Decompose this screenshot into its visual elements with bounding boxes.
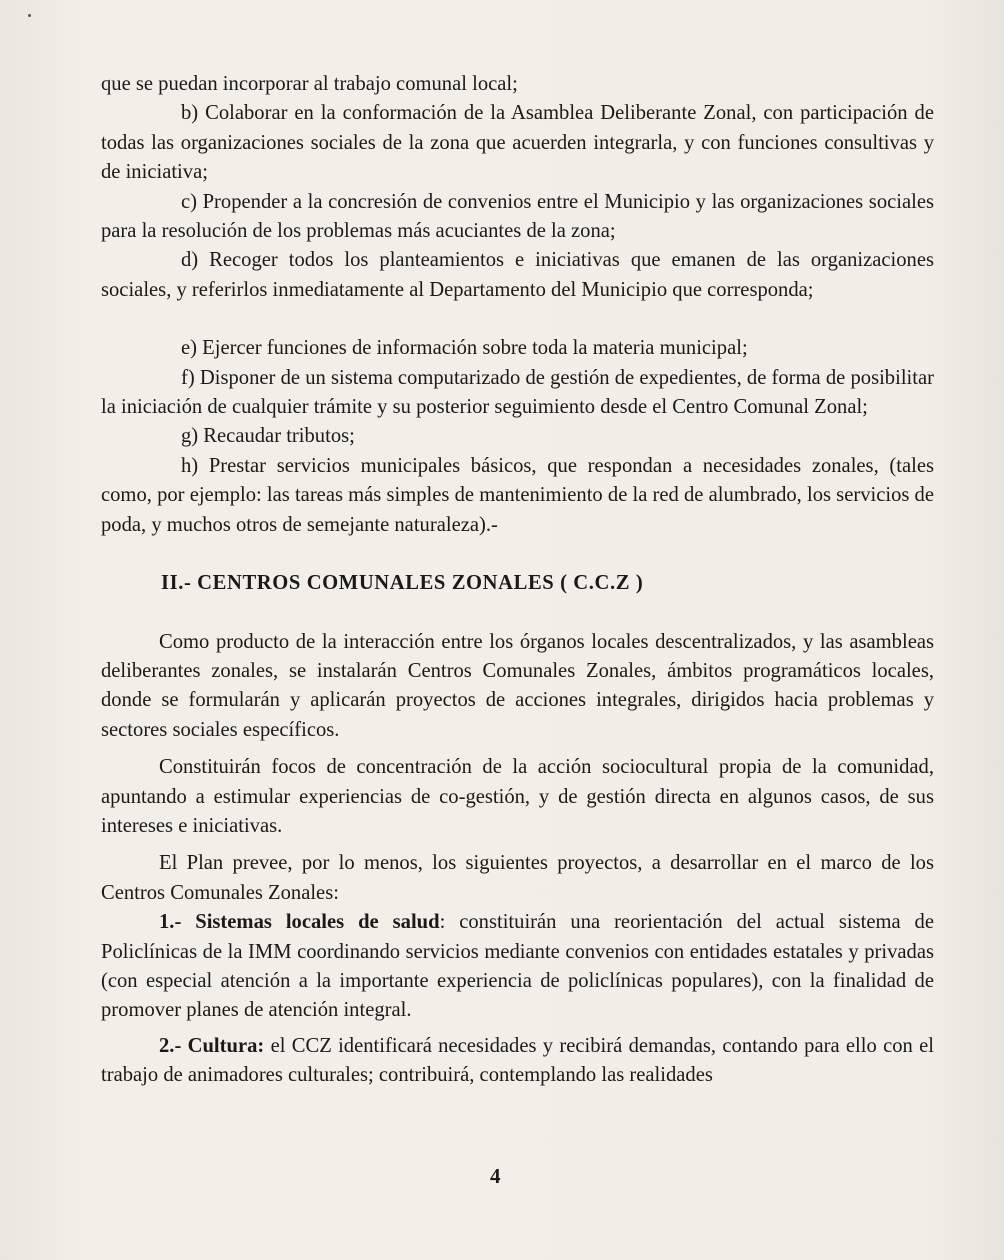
project-item-1 [101,908,934,1026]
body-paragraph-3: El Plan prevee, por lo menos, los siguientes proyectos, a desarrollar en el marco de los Centros Comunales Zonales: [101,852,934,904]
project-item-2-text: el CCZ identificará necesidades y recibirá demandas, contando para ello con el trabajo de animadores culturales; contribuirá, contemplando las realidades [101,1034,934,1087]
project-item-1-text: : constituirán una reorientación del actual sistema de Policlínicas de la IMM coordinando servicios mediante convenios con entidades estatales y privadas (con especial atención a la importante experiencia de policlínicas populares), con la finalidad de promover planes de atención integral. [101,911,934,1022]
list-item-g: g) Recaudar tributos; [181,425,355,448]
section-heading: II.- CENTROS COMUNALES ZONALES ( C.C.Z ) [161,572,644,595]
body-paragraph-2: Constituirán focos de concentración de la acción sociocultural propia de la comunidad, apuntando a estimular experiencias de co-gestión, y de gestión directa en algunos casos, de sus intereses e iniciativas. [101,756,934,837]
page-number: 4 [490,1164,501,1188]
list-item-c: c) Propender a la concresión de convenios entre el Municipio y las organizaciones sociales para la resolución de los problemas más acuciantes de la zona; [101,190,934,243]
project-item-2-label: 2.- Cultura: [159,1034,265,1057]
list-item-f: f) Disponer de un sistema computarizado de gestión de expedientes, de forma de posibilitar la iniciación de cualquier trámite y su posterior seguimiento desde el Centro Comunal Zonal; [101,366,934,419]
list-item-b: b) Colaborar en la conformación de la Asamblea Deliberante Zonal, con participación de todas las organizaciones sociales de la zona que acuerden integrarla, y con funciones consultivas y de iniciativa; [101,102,934,184]
project-item-2 [101,1032,934,1091]
list-item-e: e) Ejercer funciones de información sobre toda la materia municipal; [181,337,748,360]
body-paragraph-1: Como producto de la interacción entre los órganos locales descentralizados, y las asambleas deliberantes zonales, se instalarán Centros Comunales Zonales, ámbitos programáticos locales, donde se formularán y aplicarán proyectos de acciones integrales, dirigidos hacia problemas y sectores sociales específicos. [101,630,934,741]
scan-speck [28,14,31,17]
paragraph-continuation: que se puedan incorporar al trabajo comunal local; [101,73,518,95]
page-content [101,70,934,1091]
list-item-d: d) Recoger todos los planteamientos e iniciativas que emanen de las organizaciones sociales, y referirlos inmediatamente al Departamento del Municipio que corresponda; [101,249,934,301]
list-item-h: h) Prestar servicios municipales básicos, que respondan a necesidades zonales, (tales como, por ejemplo: las tareas más simples de mantenimiento de la red de alumbrado, los servicios de poda, y muchos otros de semejante naturaleza).- [101,454,934,536]
project-item-1-label: 1.- Sistemas locales de salud [159,911,440,934]
